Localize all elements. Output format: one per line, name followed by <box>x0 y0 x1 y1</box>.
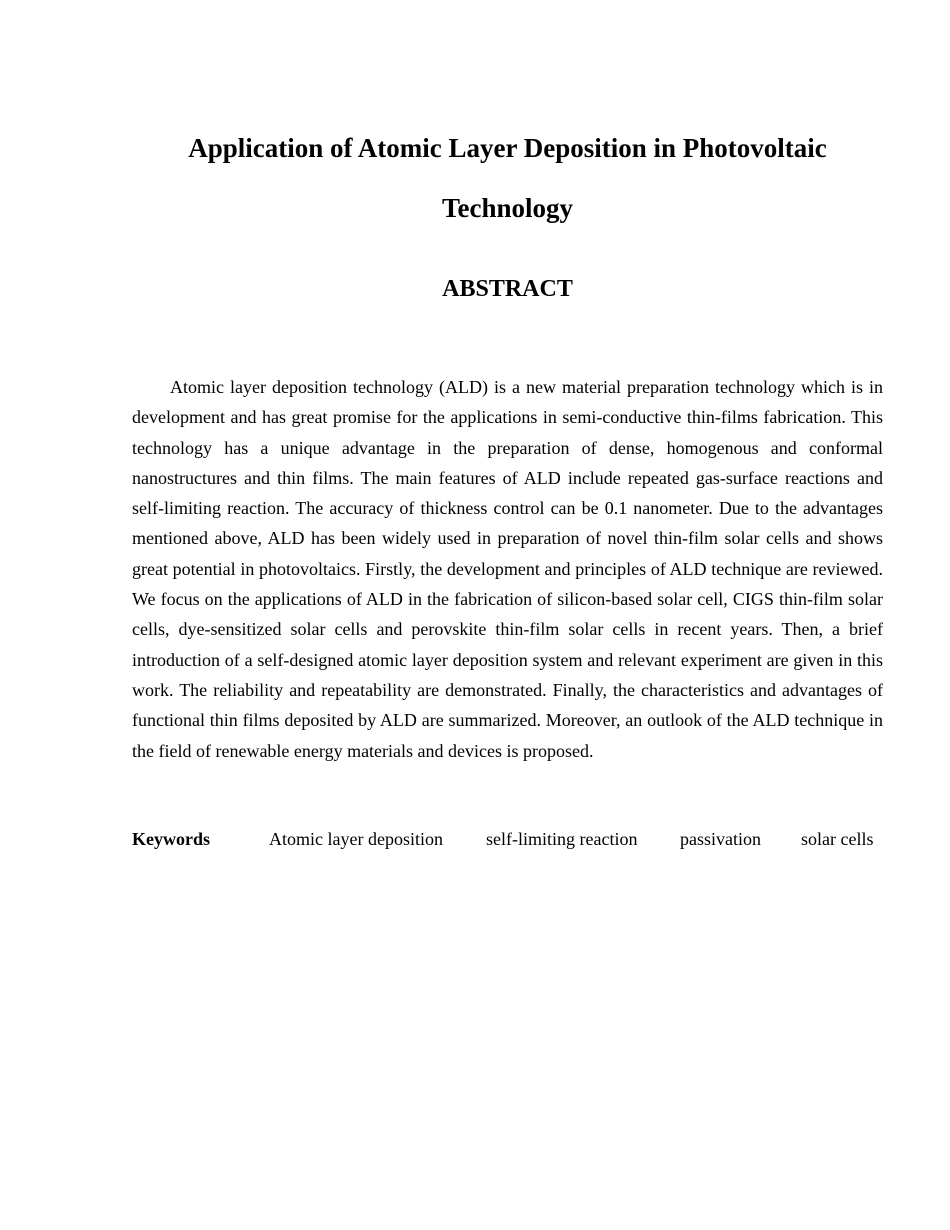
keyword-item: Atomic layer deposition <box>269 829 443 849</box>
keywords-line <box>132 824 912 854</box>
keyword-item: solar cells <box>801 829 874 849</box>
abstract-heading: ABSTRACT <box>442 276 573 302</box>
keyword-item: self-limiting reaction <box>486 829 638 849</box>
page-title: Application of Atomic Layer Deposition in Photovoltaic Technology <box>188 133 827 223</box>
abstract-body: Atomic layer deposition technology (ALD) is a new material preparation technology which is in development and has great promise for the applications in semi-conductive thin-films fabrication. This technology has a unique advantage in the preparation of dense, homogenous and conformal nanostructures and thin films. The main features of ALD include repeated gas-surface reactions and self-limiting reaction. The accuracy of thickness control can be 0.1 nanometer. Due to the advantages mentioned above, ALD has been widely used in preparation of novel thin-film solar cells and shows great potential in photovoltaics. Firstly, the development and principles of ALD technique are reviewed. We focus on the applications of ALD in the fabrication of silicon-based solar cell, CIGS thin-film solar cells, dye-sensitized solar cells and perovskite thin-film solar cells in recent years. Then, a brief introduction of a self-designed atomic layer deposition system and relevant experiment are given in this work. The reliability and repeatability are demonstrated. Finally, the characteristics and advantages of functional thin films deposited by ALD are summarized. Moreover, an outlook of the ALD technique in the field of renewable energy materials and devices is proposed. <box>132 377 883 761</box>
keywords-label: Keywords <box>132 829 210 849</box>
keyword-item: passivation <box>680 829 761 849</box>
